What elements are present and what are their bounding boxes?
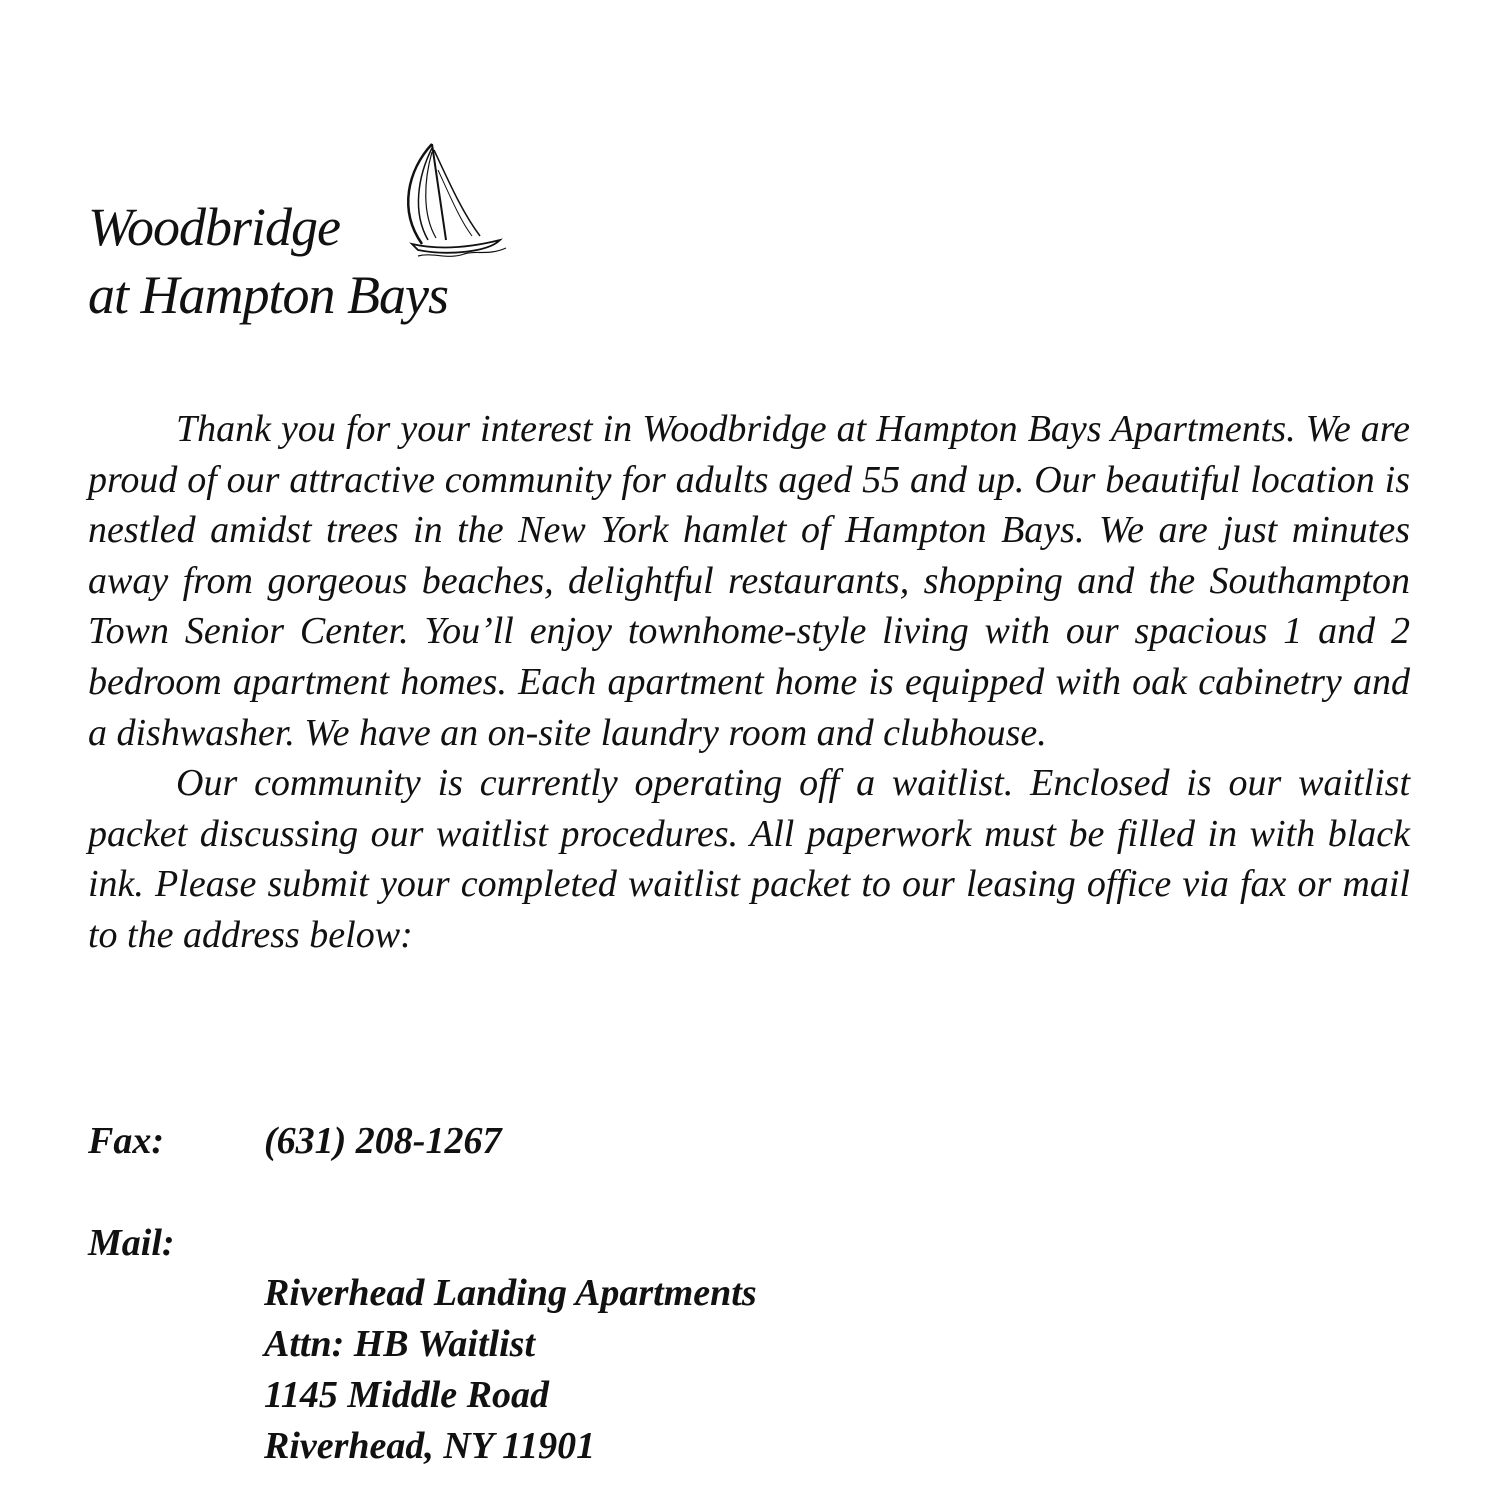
mailing-address <box>264 1268 757 1472</box>
fax-number: (631) 208-1267 <box>264 1120 502 1162</box>
fax-row <box>88 1116 501 1166</box>
letter-paragraph-2: Our community is currently operating off a waitlist. Enclosed is our waitlist packet discussing our waitlist procedures. All paperwork must be filled in with black ink. Please submit your completed waitlist packet to our leasing office via fax or mail to the address below: <box>88 762 1410 956</box>
sailboat-icon <box>388 140 518 270</box>
address-city-state-zip: Riverhead, NY 11901 <box>264 1425 596 1467</box>
address-street: 1145 Middle Road <box>264 1374 550 1416</box>
mail-label: Mail: <box>88 1222 175 1264</box>
fax-label: Fax: <box>88 1120 164 1162</box>
letter-body <box>88 404 1410 961</box>
logo-title-line2: at Hampton Bays <box>88 265 448 325</box>
mail-row <box>88 1218 264 1268</box>
letter-paragraph-1: Thank you for your interest in Woodbridge at Hampton Bays Apartments. We are proud of our attractive community for adults aged 55 and up. Our beautiful location is nestled amidst trees in the New York hamlet of Hampton Bays. We are just minutes away from gorgeous beaches, delightful restaurants, shopping and the Southampton Town Senior Center. You’ll enjoy townhome-style living with our spacious 1 and 2 bedroom apartment homes. Each apartment home is equipped with oak cabinetry and a dishwasher. We have an on-site laundry room and clubhouse. <box>88 408 1410 754</box>
logo <box>88 140 538 330</box>
logo-title-line1: Woodbridge <box>88 197 341 257</box>
address-attn: Attn: HB Waitlist <box>264 1323 536 1365</box>
address-name: Riverhead Landing Apartments <box>264 1272 757 1314</box>
